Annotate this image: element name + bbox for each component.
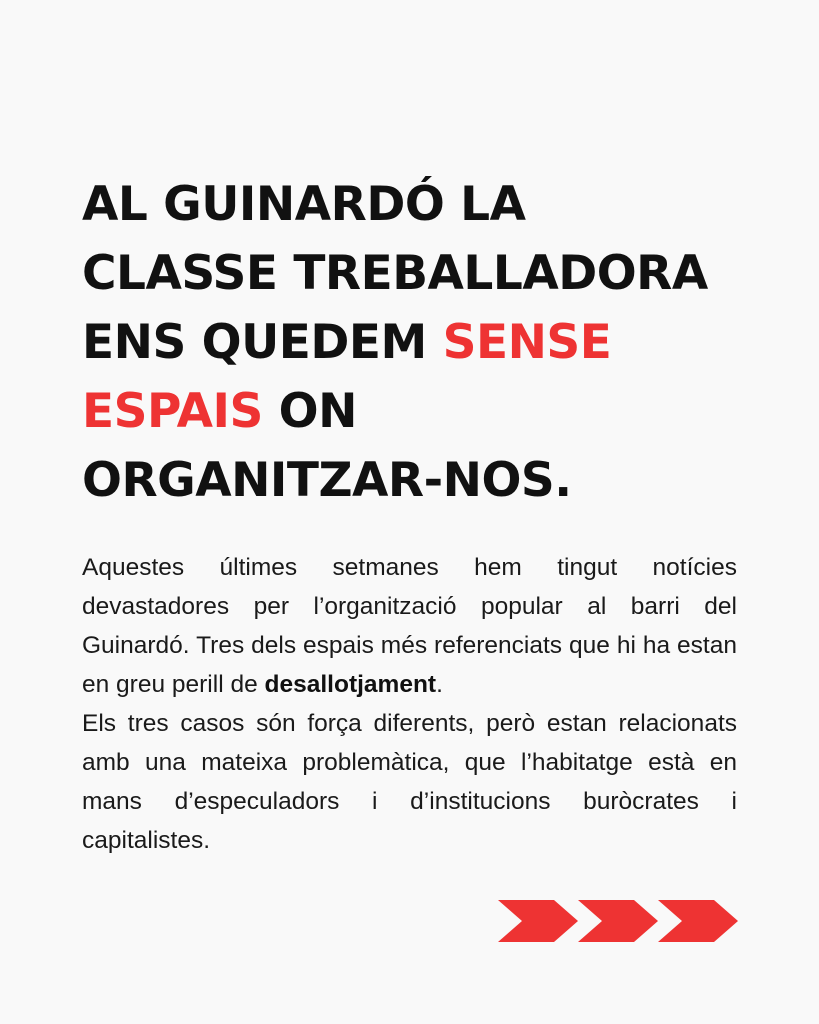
chevron-right-icon bbox=[498, 900, 578, 942]
headline-line-3 bbox=[82, 308, 762, 377]
headline-text: ON bbox=[262, 384, 357, 439]
headline-text: ENS QUEDEM bbox=[82, 315, 443, 370]
headline-line-4 bbox=[82, 377, 762, 446]
body-text bbox=[82, 548, 737, 860]
paragraph-2: Els tres casos són força diferents, però estan relacionats amb una mateixa problemàtica, que l’habitatge està en mans d’especuladors i d’institucions buròcrates i capitalistes. bbox=[82, 710, 737, 854]
headline-line-5: ORGANITZAR-NOS. bbox=[82, 453, 572, 508]
paragraph-1-end: . bbox=[436, 671, 443, 698]
headline bbox=[82, 170, 762, 515]
headline-highlight: SENSE bbox=[442, 315, 612, 370]
paragraph-1 bbox=[82, 548, 737, 704]
paragraph-1-text: Aquestes últimes setmanes hem tingut notícies devastadores per l’organització popular al barri del Guinardó. Tres dels espais més referenciats que hi ha estan en greu perill de bbox=[82, 554, 737, 698]
chevron-right-icon bbox=[658, 900, 738, 942]
next-arrows[interactable] bbox=[498, 900, 738, 942]
headline-line-1: AL GUINARDÓ LA bbox=[82, 177, 526, 232]
chevron-right-icon bbox=[578, 900, 658, 942]
headline-line-2: CLASSE TREBALLADORA bbox=[82, 246, 708, 301]
headline-highlight: ESPAIS bbox=[82, 384, 263, 439]
emphasis-word: desallotjament bbox=[264, 671, 437, 698]
